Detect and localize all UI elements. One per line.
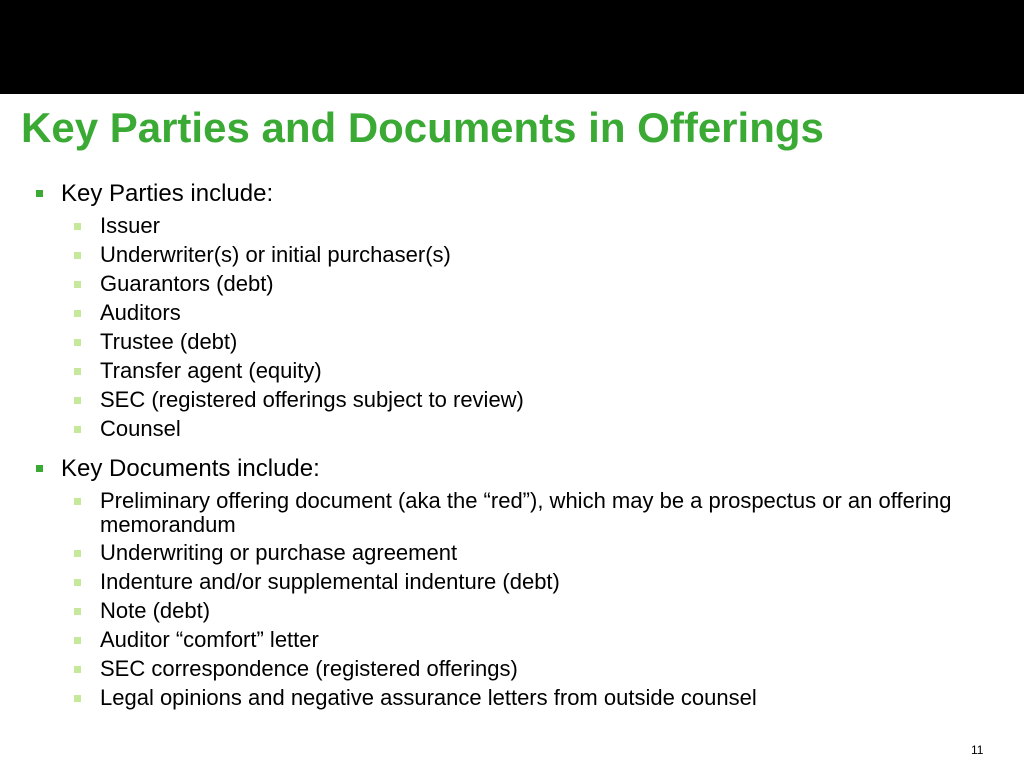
list-item-text: Issuer — [100, 213, 160, 238]
bullet-square-icon — [74, 252, 81, 259]
bullet-square-icon — [36, 465, 43, 472]
list-item-text: Indenture and/or supplemental indenture (debt) — [100, 569, 560, 594]
bullet-square-icon — [74, 339, 81, 346]
section-heading-text: Key Parties include: — [61, 180, 274, 207]
list-item-text: Note (debt) — [100, 598, 211, 623]
bullet-square-icon — [36, 190, 43, 197]
list-item-text: Auditor “comfort” letter — [100, 627, 319, 652]
list-item-text: Underwriting or purchase agreement — [100, 540, 458, 565]
bullet-square-icon — [74, 550, 81, 557]
list-item-text: Guarantors (debt) — [100, 271, 274, 296]
list-item-text: Trustee (debt) — [100, 329, 238, 354]
list-item-text: SEC correspondence (registered offerings) — [100, 656, 518, 681]
list-item-text: Counsel — [100, 416, 181, 441]
bullet-square-icon — [74, 223, 81, 230]
list-item-text: Transfer agent (equity) — [100, 358, 322, 383]
page-number: 11 — [971, 743, 984, 757]
bullet-square-icon — [74, 608, 81, 615]
bullet-square-icon — [74, 579, 81, 586]
list-item-text: Underwriter(s) or initial purchaser(s) — [100, 242, 451, 267]
bullet-square-icon — [74, 498, 81, 505]
bullet-square-icon — [74, 426, 81, 433]
bullet-square-icon — [74, 695, 81, 702]
list-item-text: Auditors — [100, 300, 181, 325]
list-item-text: Preliminary offering document (aka the “red”), which may be a prospectus or an offering memorandum — [100, 488, 952, 537]
bullet-square-icon — [74, 310, 81, 317]
section-heading-text: Key Documents include: — [61, 455, 320, 482]
bullet-square-icon — [74, 368, 81, 375]
list-item-text: SEC (registered offerings subject to review) — [100, 387, 524, 412]
bullet-square-icon — [74, 666, 81, 673]
header-bar — [0, 0, 1024, 94]
slide-title: Key Parties and Documents in Offerings — [21, 104, 824, 151]
bullet-square-icon — [74, 397, 81, 404]
bullet-square-icon — [74, 281, 81, 288]
list-item-text: Legal opinions and negative assurance letters from outside counsel — [100, 685, 757, 710]
bullet-square-icon — [74, 637, 81, 644]
